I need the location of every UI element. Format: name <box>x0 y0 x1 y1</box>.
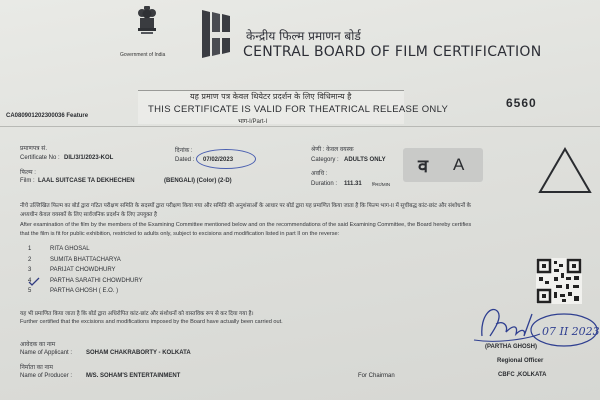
duration-value: 111.31 <box>344 181 362 187</box>
handwritten-date: 07 II 2023 <box>542 325 600 338</box>
producer-value: M/S. SOHAM'S ENTERTAINMENT <box>86 373 181 379</box>
duration-hindi: अवधि : <box>311 171 328 177</box>
body-hindi-line-2: अध्यधीन केवल वयस्कों के लिए सार्वजनिक प्रदर्शन के लिए उपयुक्त है <box>20 212 157 218</box>
signatory-org: CBFC ,KOLKATA <box>498 372 547 378</box>
list-item: 5 PARTHA GHOSH ( E.O. ) <box>28 288 119 294</box>
cbfc-logo-icon <box>200 6 234 62</box>
duration-unit: मिनट/MIN <box>372 182 391 187</box>
rating-box <box>403 148 483 182</box>
dated-value: 07/02/2023 <box>203 157 234 163</box>
body-english-line-2: that the film is fit for public exhibition, restricted to adults only, subject to excisions and modification listed in part II on the reverse: <box>20 231 340 237</box>
rating-english: A <box>453 155 465 174</box>
body-hindi-line-1: नीचे उल्लिखित फिल्म का बोर्ड द्वारा गठित परीक्षण समिति के सदस्यों द्वारा परीक्षण किया गया और समिति की अनुशंसाओं के आधार पर बोर्ड द्वारा यह प्रमाणित किया जाता है कि फिल्म भाग-II में सूचीबद्ध कांट-छांट और संशोधनों के <box>20 203 471 209</box>
divider <box>0 126 600 127</box>
adult-triangle-icon <box>537 146 593 196</box>
list-item: 4 PARTHA SARATHI CHOWDHURY <box>28 277 143 284</box>
cert-no-hindi: प्रमाणपत्र सं. <box>20 146 48 152</box>
category-label: Category : <box>311 157 339 163</box>
national-emblem-icon <box>136 4 158 38</box>
validity-hindi: यह प्रमाण पत्र केवल थियेटर प्रदर्शन के लिए विधिमान्य है <box>190 92 352 101</box>
examining-committee-list <box>28 244 143 297</box>
for-chairman-label: For Chairman <box>358 373 395 379</box>
government-of-india-label: Government of India <box>120 52 166 58</box>
signatory-role: Regional Officer <box>497 358 544 364</box>
dated-label: Dated : <box>175 157 195 163</box>
list-item: 1 RITA GHOSAL <box>28 246 90 252</box>
further-hindi: यह भी प्रमाणित किया जाता है कि बोर्ड द्वारा अधिरोपित कांट-छांट और संशोधनों को वास्तविक रूप से कर दिया गया है। <box>20 311 254 317</box>
dated-hindi: दिनांक : <box>175 148 193 154</box>
cert-no-value: DIL/3/1/2023-KOL <box>64 155 114 161</box>
list-item: 3 PARIJAT CHOWDHURY <box>28 267 116 273</box>
board-title-hindi: केन्द्रीय फिल्म प्रमाणन बोर्ड <box>246 29 361 43</box>
producer-hindi: निर्माता का नाम <box>20 365 53 371</box>
film-language: (BENGALI) (Color) (2-D) <box>164 178 232 184</box>
producer-label: Name of Producer : <box>20 373 73 379</box>
further-english: Further certified that the excisions and modifications imposed by the Board have actually been carried out. <box>20 319 283 325</box>
certificate-id: CA080901202300036 Feature <box>6 113 89 119</box>
category-hindi: श्रेणी : केवल वयस्क <box>311 147 354 153</box>
body-english-line-1: After examination of the film by the members of the Examining Committee mentioned below and on the recommendations of the said Examining Committee, the Board hereby certifies <box>20 222 472 228</box>
cert-no-label: Certificate No : <box>20 155 60 161</box>
part-label: भाग-I/Part-I <box>238 119 268 125</box>
category-value: ADULTS ONLY <box>344 157 386 163</box>
signatory-name: (PARTHA GHOSH) <box>485 344 537 350</box>
applicant-label: Name of Applicant : <box>20 350 73 356</box>
applicant-value: SOHAM CHAKRABORTY - KOLKATA <box>86 350 191 356</box>
duration-label: Duration : <box>311 181 338 187</box>
checkmark-icon <box>28 277 40 287</box>
board-title-english: CENTRAL BOARD OF FILM CERTIFICATION <box>243 44 542 60</box>
film-label: Film : <box>20 178 35 184</box>
applicant-hindi: आवेदक का नाम <box>20 342 56 348</box>
certificate-serial: 6560 <box>506 96 537 110</box>
list-item: 2 SUMITA BHATTACHARYA <box>28 256 121 263</box>
validity-english: THIS CERTIFICATE IS VALID FOR THEATRICAL RELEASE ONLY <box>148 104 449 115</box>
film-hindi: फिल्म : <box>20 170 36 176</box>
rating-hindi: व <box>418 156 429 177</box>
film-title: LAAL SUITCASE TA DEKHECHEN <box>38 178 135 184</box>
